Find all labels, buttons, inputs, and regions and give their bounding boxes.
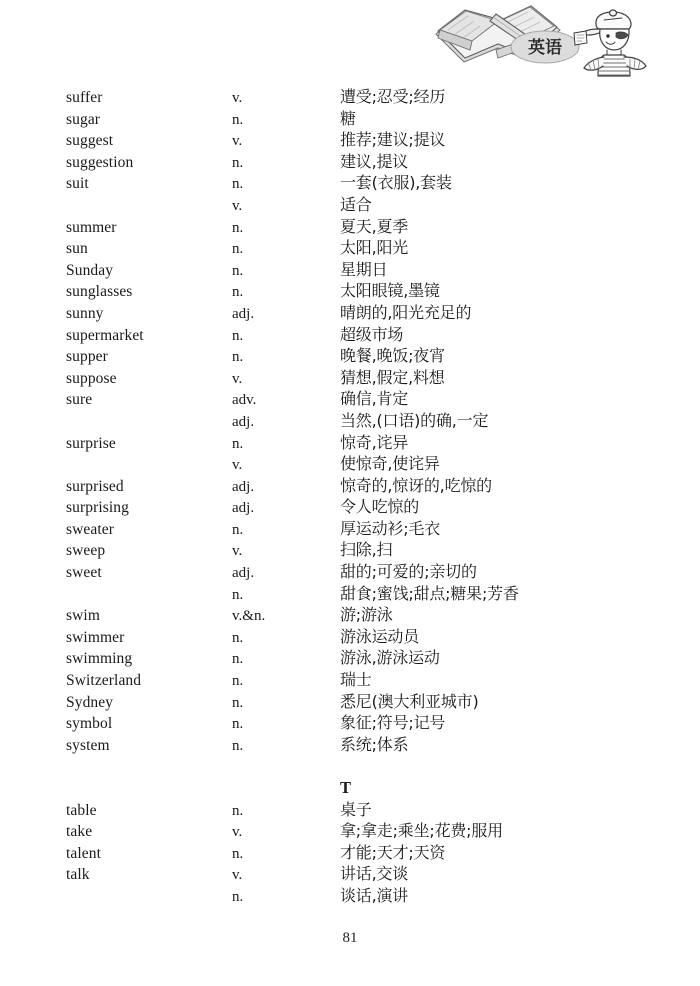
vocab-part-of-speech: n. <box>232 737 244 754</box>
vocab-word: take <box>66 823 93 841</box>
vocab-word: suppose <box>66 369 117 387</box>
vocab-meaning: 建议,提议 <box>340 151 409 171</box>
vocab-part-of-speech: n. <box>232 241 244 258</box>
vocab-meaning: 遭受;忍受;经历 <box>340 87 446 106</box>
vocab-word: Switzerland <box>66 672 142 690</box>
vocab-entry-row <box>0 647 700 669</box>
vocab-part-of-speech: n. <box>232 435 244 452</box>
vocab-word: suit <box>66 175 89 193</box>
vocab-word: sunglasses <box>66 283 133 301</box>
vocab-entry-row <box>0 259 700 281</box>
vocab-meaning: 瑞士 <box>340 670 372 690</box>
vocab-entry-row <box>0 561 700 583</box>
vocab-entry-row <box>0 626 700 648</box>
vocab-entry-row <box>0 129 700 151</box>
speech-bubble <box>511 31 579 63</box>
vocab-word: suffer <box>66 89 103 106</box>
vocab-word: suggestion <box>66 153 134 171</box>
vocab-word: supermarket <box>66 326 144 344</box>
vocab-word: swimming <box>66 650 133 668</box>
vocab-entry-row <box>0 842 700 864</box>
section-heading-t <box>0 777 700 799</box>
vocab-meaning: 惊奇,诧异 <box>340 432 409 452</box>
vocab-entry-row <box>0 820 700 842</box>
vocab-entry-row <box>0 172 700 194</box>
cartoon-student <box>574 10 646 76</box>
vocab-word: sweet <box>66 564 102 582</box>
vocab-part-of-speech: adj. <box>232 565 255 582</box>
vocab-part-of-speech: v. <box>232 457 243 474</box>
vocab-word: surprising <box>66 499 129 517</box>
vocab-entry-row <box>0 108 700 130</box>
vocab-part-of-speech: n. <box>232 629 244 646</box>
vocab-entry-row <box>0 691 700 713</box>
vocab-entry-row <box>0 324 700 346</box>
vocab-entry-row <box>0 863 700 885</box>
vocab-entry-row <box>0 885 700 907</box>
vocab-entry-row <box>0 216 700 238</box>
vocab-entry-row <box>0 367 700 389</box>
vocab-meaning: 甜的;可爱的;亲切的 <box>340 562 477 582</box>
vocab-part-of-speech: n. <box>232 349 244 366</box>
vocab-meaning: 超级市场 <box>340 324 404 344</box>
header-badge-label: 英语 <box>528 38 562 58</box>
vocab-part-of-speech: v. <box>232 197 243 214</box>
vocab-entry-row <box>0 604 700 626</box>
vocab-part-of-speech: n. <box>232 586 244 603</box>
vocab-meaning: 讲话,交谈 <box>340 864 409 884</box>
vocab-meaning: 扫除,扫 <box>340 540 393 560</box>
vocab-entry-row <box>0 799 700 821</box>
vocab-word: Sydney <box>66 693 114 711</box>
vocab-part-of-speech: n. <box>232 845 244 862</box>
vocab-entry-row <box>0 194 700 216</box>
vocab-section-s <box>0 86 700 755</box>
vocab-meaning: 晴朗的,阳光充足的 <box>340 302 472 322</box>
vocab-meaning: 夏天,夏季 <box>340 216 409 236</box>
vocab-part-of-speech: v.&n. <box>232 608 266 625</box>
vocab-entry-row <box>0 237 700 259</box>
vocab-word: talk <box>66 866 90 884</box>
vocab-part-of-speech: adv. <box>232 392 257 409</box>
vocab-meaning: 谈话,演讲 <box>340 885 409 905</box>
vocab-part-of-speech: v. <box>232 370 243 387</box>
vocab-meaning: 一套(衣服),套装 <box>340 173 452 193</box>
vocab-meaning: 太阳眼镜,墨镜 <box>340 281 440 301</box>
vocab-meaning: 游;游泳 <box>340 605 393 625</box>
section-gap <box>0 755 700 777</box>
vocab-word: surprised <box>66 477 124 495</box>
vocab-entry-row <box>0 280 700 302</box>
vocab-word: sun <box>66 240 88 258</box>
vocab-word: table <box>66 801 97 819</box>
vocab-part-of-speech: adj. <box>232 500 255 517</box>
vocab-entry-row <box>0 86 700 108</box>
vocab-meaning: 使惊奇,使诧异 <box>340 454 440 474</box>
vocab-meaning: 悉尼(澳大利亚城市) <box>340 691 479 711</box>
vocab-section-t <box>0 799 700 907</box>
vocab-part-of-speech: n. <box>232 673 244 690</box>
vocab-part-of-speech: n. <box>232 651 244 668</box>
vocab-meaning: 惊奇的,惊讶的,吃惊的 <box>340 475 492 495</box>
vocab-entry-row <box>0 410 700 432</box>
vocab-meaning: 推荐;建议;提议 <box>340 130 446 150</box>
vocab-meaning: 甜食;蜜饯;甜点;糖果;芳香 <box>340 583 519 603</box>
vocab-entry-row <box>0 432 700 454</box>
vocab-part-of-speech: v. <box>232 90 243 106</box>
vocab-part-of-speech: n. <box>232 716 244 733</box>
vocab-meaning: 游泳,游泳运动 <box>340 648 440 668</box>
vocab-word: sugar <box>66 110 101 128</box>
vocab-word: talent <box>66 844 102 862</box>
header-illustration <box>424 0 700 86</box>
vocab-part-of-speech: n. <box>232 154 244 171</box>
vocab-part-of-speech: n. <box>232 802 244 819</box>
vocab-entry-row <box>0 669 700 691</box>
vocab-part-of-speech: n. <box>232 219 244 236</box>
vocab-entry-row <box>0 539 700 561</box>
vocab-entry-row <box>0 518 700 540</box>
vocab-meaning: 厚运动衫;毛衣 <box>340 518 440 538</box>
vocab-entry-row <box>0 151 700 173</box>
vocab-part-of-speech: v. <box>232 543 243 560</box>
vocab-meaning: 确信,肯定 <box>340 389 409 409</box>
vocab-entry-row <box>0 712 700 734</box>
vocab-part-of-speech: n. <box>232 284 244 301</box>
vocab-meaning: 才能;天才;天资 <box>340 842 446 862</box>
vocab-part-of-speech: n. <box>232 176 244 193</box>
vocabulary-list <box>0 86 700 907</box>
vocab-word: Sunday <box>66 261 114 279</box>
vocab-entry-row <box>0 496 700 518</box>
vocab-entry-row <box>0 388 700 410</box>
vocab-part-of-speech: n. <box>232 521 244 538</box>
vocab-word: sunny <box>66 304 104 322</box>
vocab-entry-row <box>0 345 700 367</box>
vocab-word: supper <box>66 348 108 366</box>
vocab-meaning: 拿;拿走;乘坐;花费;服用 <box>340 821 503 841</box>
vocab-word: swimmer <box>66 628 125 646</box>
vocab-meaning: 象征;符号;记号 <box>340 713 446 733</box>
vocab-meaning: 太阳,阳光 <box>340 238 409 258</box>
vocab-meaning: 系统;体系 <box>340 734 409 754</box>
vocab-word: sure <box>66 391 93 409</box>
vocab-part-of-speech: adj. <box>232 305 255 322</box>
vocab-meaning: 猜想,假定,料想 <box>340 367 445 387</box>
vocab-meaning: 星期日 <box>340 259 388 279</box>
vocab-word: sweater <box>66 520 115 538</box>
page-number: 81 <box>342 930 358 946</box>
vocab-word: surprise <box>66 434 116 452</box>
vocab-entry-row <box>0 734 700 756</box>
section-letter-label: T <box>340 778 352 797</box>
vocab-entry-row <box>0 583 700 605</box>
vocab-part-of-speech: adj. <box>232 413 255 430</box>
vocab-part-of-speech: v. <box>232 133 243 150</box>
vocab-word: summer <box>66 218 117 236</box>
vocab-meaning: 糖 <box>340 108 356 128</box>
section-heading-indent <box>0 777 340 799</box>
vocab-word: system <box>66 736 110 754</box>
vocab-part-of-speech: n. <box>232 111 244 128</box>
vocab-part-of-speech: v. <box>232 867 243 884</box>
vocab-word: sweep <box>66 542 106 560</box>
vocab-meaning: 桌子 <box>340 799 372 819</box>
vocab-part-of-speech: n. <box>232 888 244 905</box>
vocab-entry-row <box>0 302 700 324</box>
vocab-part-of-speech: n. <box>232 327 244 344</box>
vocab-entry-row <box>0 475 700 497</box>
vocab-meaning: 晚餐,晚饭;夜宵 <box>340 346 445 366</box>
vocab-part-of-speech: n. <box>232 262 244 279</box>
vocab-part-of-speech: n. <box>232 694 244 711</box>
vocab-entry-row <box>0 453 700 475</box>
vocab-meaning: 游泳运动员 <box>340 626 420 646</box>
vocab-word: suggest <box>66 132 114 150</box>
vocab-word: swim <box>66 607 100 625</box>
vocab-meaning: 当然,(口语)的确,一定 <box>340 410 489 430</box>
vocab-part-of-speech: v. <box>232 824 243 841</box>
vocab-part-of-speech: adj. <box>232 478 255 495</box>
vocab-meaning: 适合 <box>340 194 372 214</box>
vocab-meaning: 令人吃惊的 <box>340 497 420 517</box>
vocab-word: symbol <box>66 715 113 733</box>
